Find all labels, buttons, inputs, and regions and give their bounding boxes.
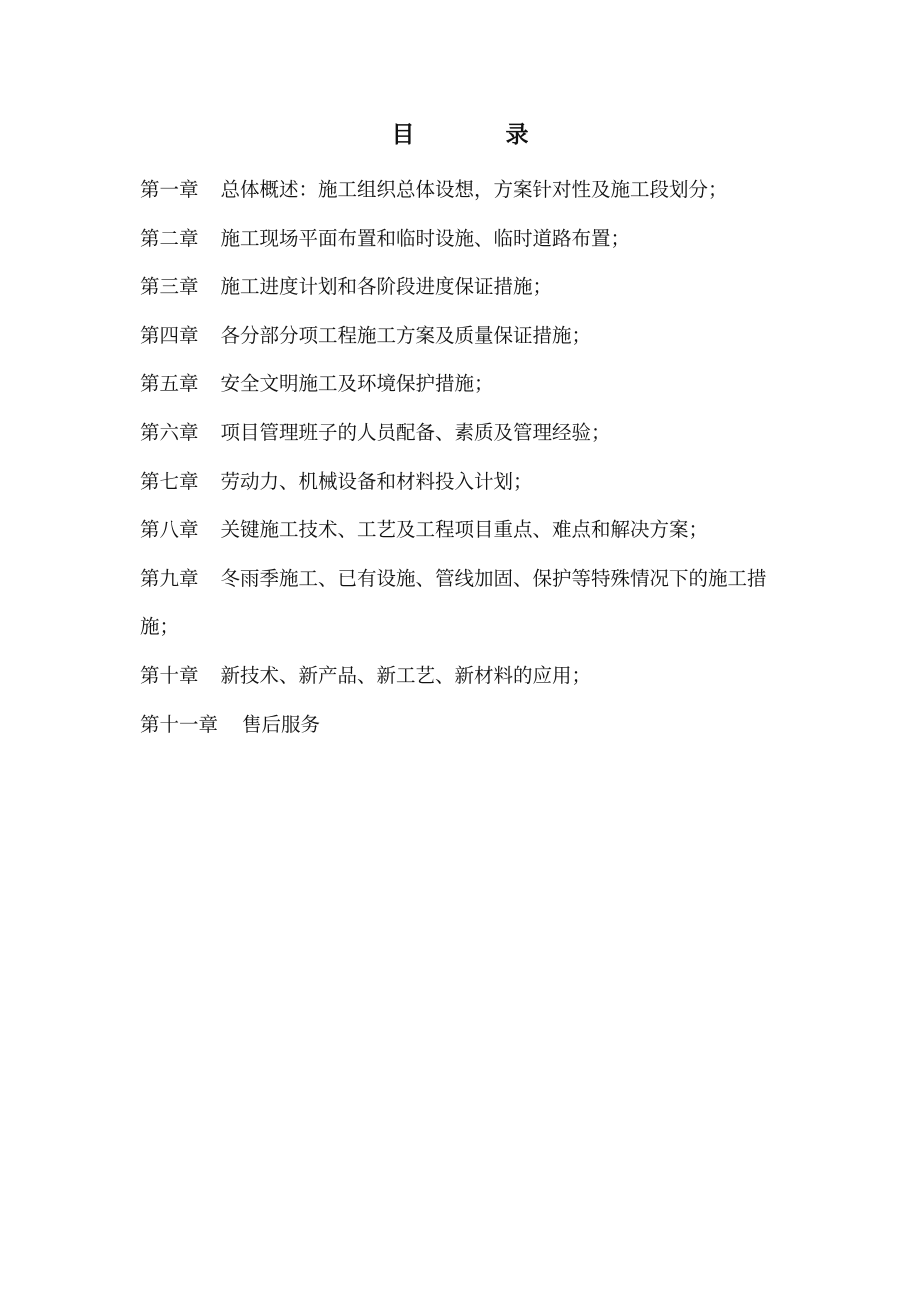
chapter-number: 第一章 xyxy=(140,178,199,201)
chapter-title: 施工现场平面布置和临时设施、临时道路布置； xyxy=(220,226,631,250)
chapter-number: 第六章 xyxy=(140,420,199,444)
toc-entry-11 xyxy=(140,701,800,750)
chapter-number: 第五章 xyxy=(140,372,199,396)
chapter-number: 第七章 xyxy=(140,469,199,493)
toc-entry-8 xyxy=(140,506,800,555)
toc-entry-5 xyxy=(140,360,800,409)
chapter-title: 售后服务 xyxy=(242,712,321,736)
chapter-title: 冬雨季施工、已有设施、管线加固、保护等特殊情况下的施工措施； xyxy=(140,566,767,639)
chapter-title: 总体概述：施工组织总体设想，方案针对性及施工段划分； xyxy=(220,178,728,201)
chapter-number: 第八章 xyxy=(140,518,199,542)
toc-entry-10 xyxy=(140,652,800,701)
chapter-title: 施工进度计划和各阶段进度保证措施； xyxy=(220,275,553,299)
chapter-number: 第九章 xyxy=(140,566,199,590)
chapter-title: 各分部分项工程施工方案及质量保证措施； xyxy=(220,323,592,347)
chapter-number: 第三章 xyxy=(140,275,199,299)
toc-entry-1 xyxy=(140,166,800,215)
toc-entry-3 xyxy=(140,263,800,312)
toc-entry-6 xyxy=(140,409,800,458)
chapter-title: 项目管理班子的人员配备、素质及管理经验； xyxy=(220,420,611,444)
toc-entry-9 xyxy=(140,555,800,652)
chapter-number: 第四章 xyxy=(140,323,199,347)
toc-entry-7 xyxy=(140,458,800,507)
toc-entry-2 xyxy=(140,215,800,264)
chapter-number: 第十章 xyxy=(140,663,199,687)
chapter-number: 第十一章 xyxy=(140,712,219,736)
toc-title: 目 录 xyxy=(391,121,563,148)
chapter-title: 劳动力、机械设备和材料投入计划； xyxy=(220,469,533,493)
chapter-number: 第二章 xyxy=(140,226,199,250)
chapter-title: 新技术、新产品、新工艺、新材料的应用； xyxy=(220,663,592,687)
chapter-title: 关键施工技术、工艺及工程项目重点、难点和解决方案； xyxy=(220,518,709,542)
chapter-title: 安全文明施工及环境保护措施； xyxy=(220,372,494,396)
toc-entry-4 xyxy=(140,312,800,361)
toc-list xyxy=(140,166,800,749)
